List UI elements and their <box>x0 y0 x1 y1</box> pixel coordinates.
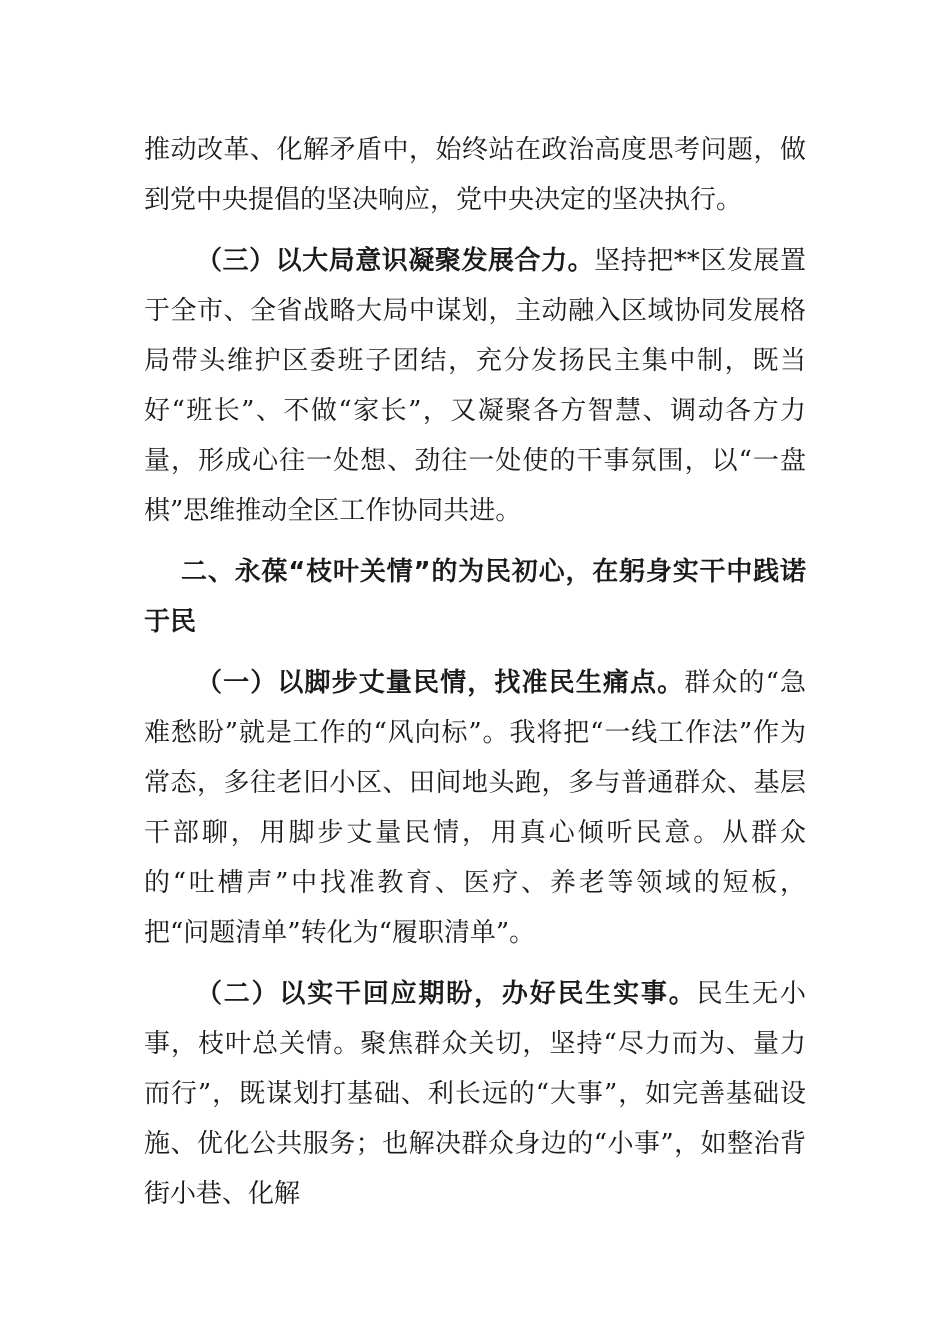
document-page <box>144 125 806 1219</box>
paragraph-section-3 <box>144 236 806 536</box>
section-heading-text: 二、永葆“枝叶关情”的为民初心，在躬身实干中践诺于民 <box>144 557 806 637</box>
paragraph-lead-heading: （三）以大局意识凝聚发展合力。 <box>196 246 595 276</box>
paragraph-text: 群众的“急难愁盼”就是工作的“风向标”。我将把“一线工作法”作为常态，多往老旧小区、田间地头跑，多与普通群众、基层干部聊，用脚步丈量民情，用真心倾听民意。从群众的“吐槽声”中找准教育、医疗、养老等领域的短板，把“问题清单”转化为“履职清单”。 <box>144 668 806 948</box>
paragraph-lead-heading: （二）以实干回应期盼，办好民生实事。 <box>196 979 697 1009</box>
paragraph-continuation <box>144 125 806 225</box>
section-heading-2 <box>144 547 806 647</box>
paragraph-lead-heading: （一）以脚步丈量民情，找准民生痛点。 <box>196 668 685 698</box>
paragraph-text: 民生无小事，枝叶总关情。聚焦群众关切，坚持“尽力而为、量力而行”，既谋划打基础、利长远的“大事”，如完善基础设施、优化公共服务；也解决群众身边的“小事”，如整治背街小巷、化解 <box>144 979 806 1209</box>
paragraph-text: 坚持把**区发展置于全市、全省战略大局中谋划，主动融入区域协同发展格局带头维护区委班子团结，充分发扬民主集中制，既当好“班长”、不做“家长”，又凝聚各方智慧、调动各方力量，形成心往一处想、劲往一处使的干事氛围，以“一盘棋”思维推动全区工作协同共进。 <box>144 246 806 526</box>
paragraph-subsection-2 <box>144 969 806 1219</box>
paragraph-text: 推动改革、化解矛盾中，始终站在政治高度思考问题，做到党中央提倡的坚决响应，党中央决定的坚决执行。 <box>144 135 806 215</box>
paragraph-subsection-1 <box>144 658 806 958</box>
